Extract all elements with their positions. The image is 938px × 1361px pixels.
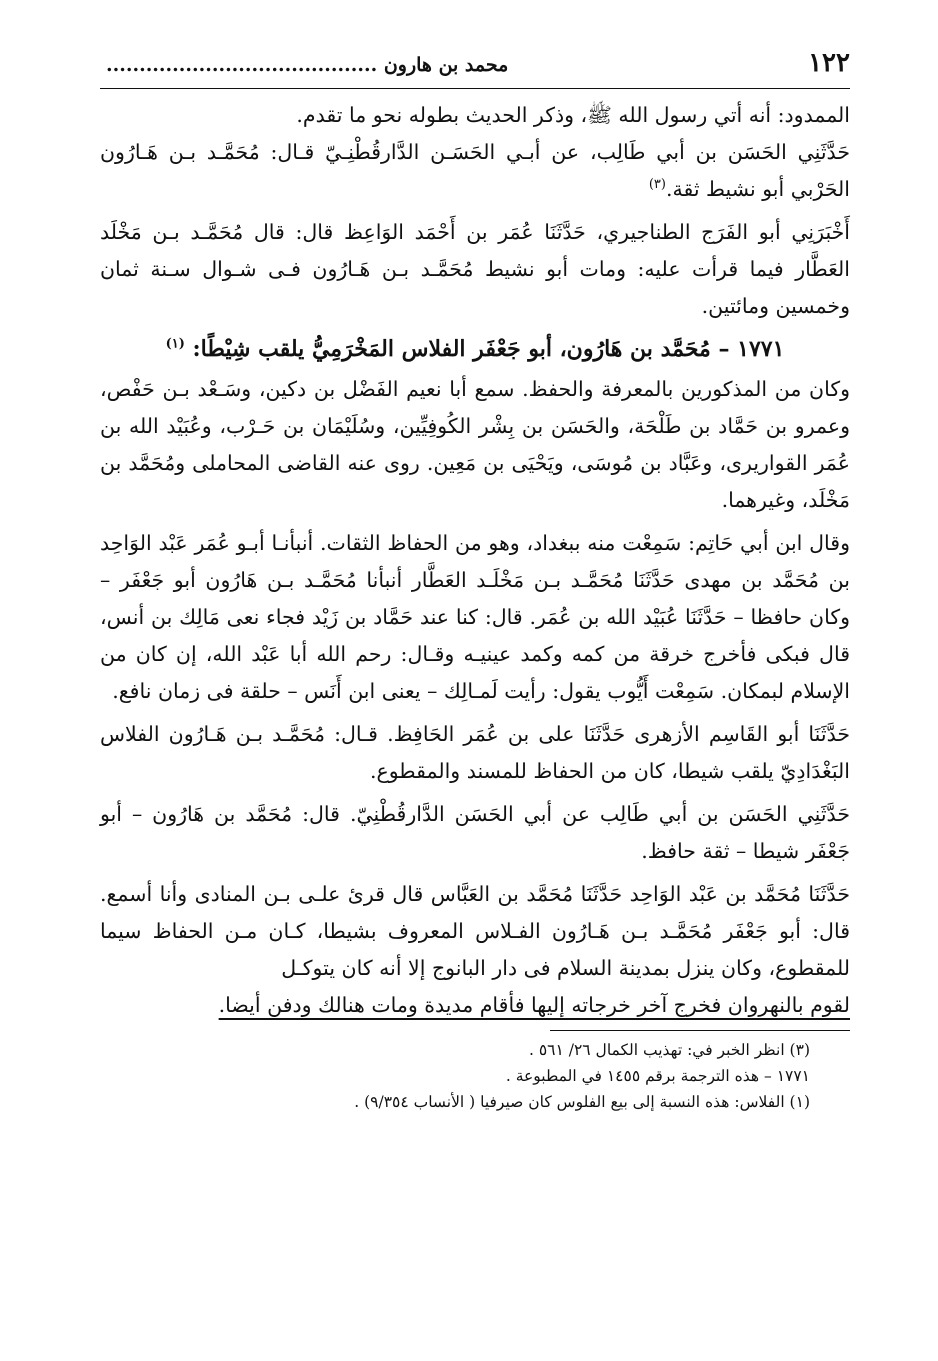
page-header (100, 48, 850, 89)
entry-paragraph: حَدَّثَنَا مُحَمَّد بن عَبْد الوَاحِد حَدَّثَنَا مُحَمَّد بن العَبَّاس قال قرئ علـى بـن المنادى وأنا أسمع. قال: أبو جَعْفَر مُحَمَّـد بـن هَـارُون الفـلاس المعروف بشيطا، كـان مـن الحفاظ سيما للمقطوع، وكان ينزل بمدينة السلام فى دار البانوج إلا أنه كان يتوكـل (100, 882, 850, 980)
footnote-mark: (١) (165, 336, 185, 352)
entry-paragraph: وكان من المذكورين بالمعرفة والحفظ. سمع أبا نعيم الفَضْل بن دكين، وسَـعْد بـن حَفْص، وعمرو بن حَمَّاد بن طَلْحَة، والحَسَن بن بِشْر الكُوفِيِّين، وسُلَيْمَان بن حَـرْب، وعُبَيْد الله بن عُمَر القواريرى، وعَبَّاد بن مُوسَى، ويَحْيَى بن مَعِين. روى عنه القاضى المحاملى ومُحَمَّد بن مَخْلَد، وغيرهما. (100, 377, 850, 512)
entry-heading-text: ١٧٧١ – مُحَمَّد بن هَارُون، أبو جَعْفَر الفلاس المَخْرَمِيُّ يلقب شِيْطًا: (192, 336, 785, 362)
entry-heading (100, 329, 850, 369)
entry-paragraph: حَدَّثَنَا أبو القَاسِم الأزهرى حَدَّثَنَا على بن عُمَر الحَافِظ. قـال: مُحَمَّـد بـن هَـارُون الفلاس البَغْدَادِيّ يلقب شيطا، كان من الحفاظ للمسند والمقطوع. (100, 722, 850, 783)
footnote: ١٧٧١ – هذه الترجمة برقم ١٤٥٥ في المطبوعة . (505, 1067, 810, 1085)
footnote-divider (550, 1030, 850, 1031)
footnote: (٣) انظر الخبر في: تهذيب الكمال ٢٦/ ٥٦١ . (528, 1041, 810, 1059)
paragraph: الممدود: أنه أتي رسول الله ﷺ، وذكر الحديث بطوله نحو ما تقدم. (296, 103, 850, 127)
page-number: ١٢٢ (808, 48, 850, 78)
footnote-mark: (٣) (648, 177, 666, 193)
leader-dots: ......................................... (106, 54, 378, 76)
main-text (100, 97, 850, 1024)
paragraph-text: حَدَّثَنِي الحَسَن بن أبي طَالِب، عن أبـي الحَسَـن الدَّارقُطْنِـيّ قـال: مُحَمَّـد بـن هَـارُون الحَرْبي أبو نشيط ثقة. (100, 140, 850, 201)
running-title-text: محمد بن هارون (383, 54, 509, 76)
footnotes (100, 1037, 850, 1115)
entry-paragraph-last-line (100, 987, 850, 1024)
footnote: (١) الفلاس: هذه النسبة إلى بيع الفلوس كان صيرفيا ( الأنساب ٩/٣٥٤) . (354, 1093, 810, 1111)
paragraph (100, 134, 850, 208)
entry-paragraph: وقال ابن أبي حَاتِم: سَمِعْت منه ببغداد، وهو من الحفاظ الثقات. أنبأنـا أبـو عُمَر عَبْد الوَاحِد بن مُحَمَّد بن مهدى حَدَّثَنَا مُحَمَّـد بـن مَخْلَـد العَطَّار أنبأنا مُحَمَّـد بـن هَارُون أبو جَعْفَر – وكان حافظا – حَدَّثَنَا عُبَيْد الله بن عُمَر. قال: كنا عند حَمَّاد بن زَيْد فجاء نعى مَالِك بن أنس، قال فبكى فأخرج خرقة من كمه وكمد عينيـه وقـال: رحم الله أبا عَبْد الله، إن كان من الإسلام لبمكان. سَمِعْت أَيُّوب يقول: رأيت لَمـالِك – يعنى ابن أَنَس – حلقة فى زمان نافع. (100, 531, 850, 703)
last-line-text: لقوم بالنهروان فخرج آخر خرجاته إليها فأقام مديدة ومات هنالك ودفن أيضا. (218, 993, 850, 1017)
entry-paragraph: حَدَّثَنِي الحَسَن بن أبي طَالِب عن أبي الحَسَن الدَّارقُطْنِيّ. قال: مُحَمَّد بن هَارُون – أبو جَعْفَر شيطا – ثقة حافظ. (100, 802, 850, 863)
running-title (100, 54, 508, 76)
paragraph: أَخْبَرَنِي أبو الفَرَج الطناجيري، حَدَّثَنَا عُمَر بن أَحْمَد الوَاعِظ قال: قال مُحَمَّـد بـن مَخْلَد العَطَّار فيما قرأت عليه: ومات أبو نشيط مُحَمَّـد بـن هَـارُون فـى شـوال سـنة ثمان وخمسين ومائتين. (100, 220, 850, 318)
